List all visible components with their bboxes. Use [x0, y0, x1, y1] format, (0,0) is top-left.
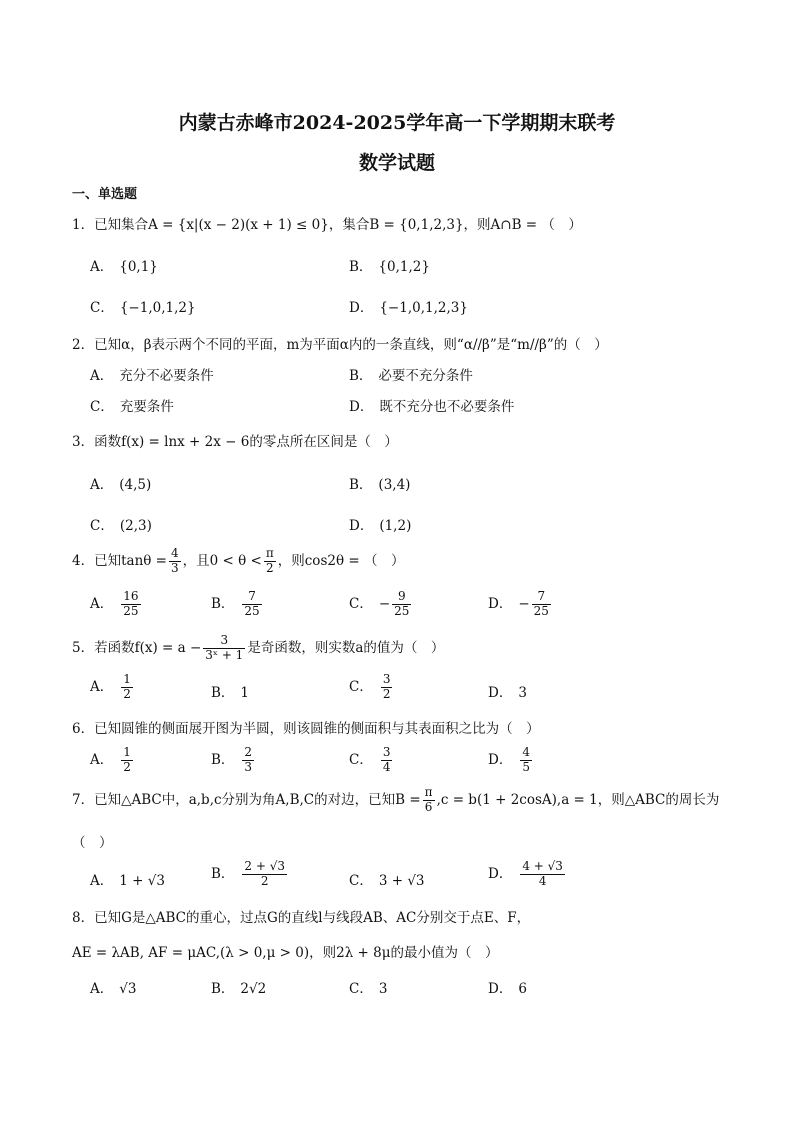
- option-text: {0,1}: [119, 259, 158, 275]
- question-2-stem: 2．已知α，β表示两个不同的平面，m为平面α内的一条直线，则“α//β”是“m//β”的（ ）: [72, 337, 608, 353]
- question-4-option-c: [349, 590, 413, 619]
- fraction-numerator: 4 + √3: [522, 859, 563, 873]
- fraction-numerator: π: [424, 785, 433, 799]
- fraction-denominator: 4: [538, 873, 547, 888]
- question-6-option-c: [349, 746, 394, 775]
- fraction-denominator: 25: [244, 603, 260, 618]
- fraction: [532, 590, 551, 619]
- fraction-numerator: 7: [242, 590, 261, 605]
- exam-subtitle: 数学试题: [358, 152, 435, 174]
- fraction: [203, 634, 245, 663]
- fraction-numerator: 3: [382, 672, 391, 686]
- question-4-option-a: [90, 590, 143, 619]
- fraction-numerator: 3: [203, 634, 245, 649]
- question-7-option-d: [488, 860, 567, 889]
- option-label: A．: [90, 873, 114, 889]
- option-label: C．: [90, 300, 114, 316]
- fraction-numerator: 7: [532, 590, 551, 605]
- option-label: C．: [349, 678, 373, 695]
- option-label: B．: [211, 751, 235, 768]
- option-label: B．: [211, 865, 235, 882]
- option-label: C．: [349, 873, 373, 889]
- fraction-numerator: 1: [123, 745, 131, 759]
- option-label: A．: [90, 477, 114, 493]
- question-3-option-d: [349, 514, 411, 534]
- fraction: [121, 746, 133, 775]
- option-label: D．: [488, 685, 513, 701]
- option-text: 6: [518, 981, 527, 997]
- question-7-text-pre: 7．已知△ABC中，a,b,c分别为角A,B,C的对边，已知B =: [72, 791, 421, 808]
- fraction: [242, 746, 254, 775]
- fraction-denominator: 6: [424, 799, 433, 814]
- fraction: [392, 590, 411, 619]
- fraction-numerator: 1: [123, 672, 131, 686]
- option-sign: −: [518, 595, 530, 612]
- fraction: [381, 673, 393, 702]
- fraction-denominator: 4: [382, 759, 391, 774]
- fraction-numerator: 2: [244, 745, 253, 759]
- option-text: 3: [378, 981, 388, 997]
- question-4-stem: [72, 547, 404, 576]
- option-label: C．: [90, 518, 114, 534]
- question-3-option-c: [90, 514, 152, 534]
- question-2-option-b: [349, 364, 473, 384]
- option-label: A．: [90, 678, 114, 695]
- fraction-numerator: 4: [522, 745, 530, 759]
- question-1-option-d: [349, 296, 468, 316]
- option-label: B．: [211, 595, 235, 612]
- question-5-option-c: [349, 673, 394, 702]
- fraction-numerator: 4: [171, 546, 179, 560]
- option-text: {−1,0,1,2}: [119, 300, 196, 316]
- option-label: D．: [488, 751, 513, 768]
- fraction-denominator: 2: [265, 560, 274, 575]
- question-7-stem: [72, 786, 719, 815]
- option-text: {0,1,2}: [378, 259, 430, 275]
- fraction-numerator: π: [265, 546, 274, 560]
- question-1-option-a: [90, 255, 158, 275]
- question-7-option-a: [90, 869, 165, 889]
- fraction-denominator: 2: [382, 686, 391, 701]
- question-2-option-d: [349, 395, 514, 415]
- fraction: [520, 860, 565, 889]
- question-2-option-a: [90, 364, 214, 384]
- question-2-option-c: [90, 395, 174, 415]
- question-4-option-d: [488, 590, 553, 619]
- question-8-option-b: [211, 977, 266, 997]
- option-label: A．: [90, 259, 114, 275]
- question-8-stem: 8．已知G是△ABC的重心，过点G的直线l与线段AB、AC分别交于点E、F，: [72, 910, 531, 926]
- question-4-text-post: ，则cos2θ = （ ）: [277, 552, 405, 569]
- fraction: [423, 786, 435, 815]
- fraction-denominator: 3: [171, 560, 179, 575]
- option-text: 3 + √3: [378, 873, 425, 889]
- question-6-option-b: [211, 746, 256, 775]
- option-text: 既不充分也不必要条件: [379, 399, 515, 415]
- fraction-numerator: 2 + √3: [244, 859, 286, 873]
- option-label: A．: [90, 595, 114, 612]
- question-6-stem: 6．已知圆锥的侧面展开图为半圆，则该圆锥的侧面积与其表面积之比为（ ）: [72, 721, 540, 737]
- question-8-stem-continued: AE = λAB, AF = μAC,(λ > 0,μ > 0)，则2λ + 8μ的最小值为（ ）: [72, 945, 499, 961]
- option-label: C．: [349, 595, 373, 612]
- option-label: D．: [488, 981, 513, 997]
- option-label: C．: [349, 981, 373, 997]
- fraction: [169, 547, 181, 576]
- option-text: 1: [240, 685, 250, 701]
- question-8-option-c: [349, 977, 387, 997]
- option-label: A．: [90, 368, 114, 384]
- option-sign: −: [378, 595, 391, 612]
- fraction-numerator: 9: [392, 590, 411, 605]
- option-text: 充要条件: [119, 399, 174, 415]
- option-text: 必要不充分条件: [378, 368, 473, 384]
- option-label: B．: [211, 981, 235, 997]
- question-5-stem: [72, 634, 444, 663]
- exam-title: 内蒙古赤峰市2024-2025学年高一下学期期末联考: [178, 112, 616, 134]
- question-7-option-b: [211, 860, 289, 889]
- question-1-stem: 1．已知集合A = {x|(x − 2)(x + 1) ≤ 0}，集合B = {0,1,2,3}，则A∩B = （ ）: [72, 217, 582, 233]
- fraction: [121, 673, 133, 702]
- option-label: D．: [349, 518, 374, 534]
- fraction-denominator: 3ˣ + 1: [205, 647, 244, 662]
- option-text: 3: [518, 685, 527, 701]
- question-1-option-c: [90, 296, 196, 316]
- option-text: √3: [119, 981, 137, 997]
- option-text: (2,3): [119, 518, 152, 534]
- question-3-stem: 3．函数f(x) = lnx + 2x − 6的零点所在区间是（ ）: [72, 434, 398, 450]
- option-label: B．: [211, 685, 235, 701]
- fraction-denominator: 2: [123, 759, 131, 774]
- question-8-option-a: [90, 977, 136, 997]
- option-text: 2√2: [240, 981, 267, 997]
- question-7-stem-continued: （ ）: [72, 835, 113, 851]
- option-text: (3,4): [378, 477, 411, 493]
- fraction: [264, 547, 276, 576]
- option-text: 充分不必要条件: [119, 368, 214, 384]
- fraction-denominator: 2: [260, 873, 269, 888]
- question-5-option-b: [211, 681, 249, 701]
- question-5-text-post: 是奇函数，则实数a的值为（ ）: [247, 639, 445, 656]
- option-label: B．: [349, 477, 373, 493]
- option-label: D．: [349, 399, 374, 415]
- option-label: C．: [349, 751, 373, 768]
- fraction-numerator: 3: [382, 745, 391, 759]
- section-heading: 一、单选题: [72, 187, 138, 202]
- option-label: D．: [349, 300, 374, 316]
- option-text: {−1,0,1,2,3}: [379, 300, 468, 316]
- fraction-denominator: 5: [522, 759, 530, 774]
- question-4-option-b: [211, 590, 264, 619]
- fraction-numerator: 16: [123, 589, 139, 603]
- option-label: B．: [349, 259, 373, 275]
- fraction: [242, 860, 287, 889]
- fraction-denominator: 3: [244, 759, 253, 774]
- question-4-text-pre: 4．已知tanθ =: [72, 552, 167, 569]
- option-text: (1,2): [379, 518, 412, 534]
- question-7-text-post: ,c = b(1 + 2cosA),a = 1，则△ABC的周长为: [436, 791, 720, 808]
- question-7-option-c: [349, 869, 425, 889]
- question-5-option-d: [488, 681, 527, 701]
- fraction: [381, 746, 393, 775]
- option-label: A．: [90, 751, 114, 768]
- question-6-option-d: [488, 746, 534, 775]
- question-1-option-b: [349, 255, 430, 275]
- option-label: A．: [90, 981, 114, 997]
- question-5-option-a: [90, 673, 135, 702]
- fraction-denominator: 25: [123, 603, 139, 618]
- option-label: C．: [90, 399, 114, 415]
- fraction: [520, 746, 532, 775]
- option-label: B．: [349, 368, 373, 384]
- option-label: D．: [488, 865, 513, 882]
- question-3-option-a: [90, 473, 151, 493]
- option-label: D．: [488, 595, 513, 612]
- question-4-text-mid: ，且0 < θ <: [182, 552, 262, 569]
- fraction-denominator: 2: [123, 686, 131, 701]
- fraction-denominator: 25: [533, 603, 549, 618]
- fraction: [242, 590, 261, 619]
- question-3-option-b: [349, 473, 410, 493]
- question-6-option-a: [90, 746, 135, 775]
- fraction-denominator: 25: [394, 603, 410, 618]
- fraction: [121, 590, 140, 619]
- option-text: (4,5): [119, 477, 152, 493]
- question-5-text-pre: 5．若函数f(x) = a −: [72, 639, 202, 656]
- option-text: 1 + √3: [119, 873, 165, 889]
- question-8-option-d: [488, 977, 527, 997]
